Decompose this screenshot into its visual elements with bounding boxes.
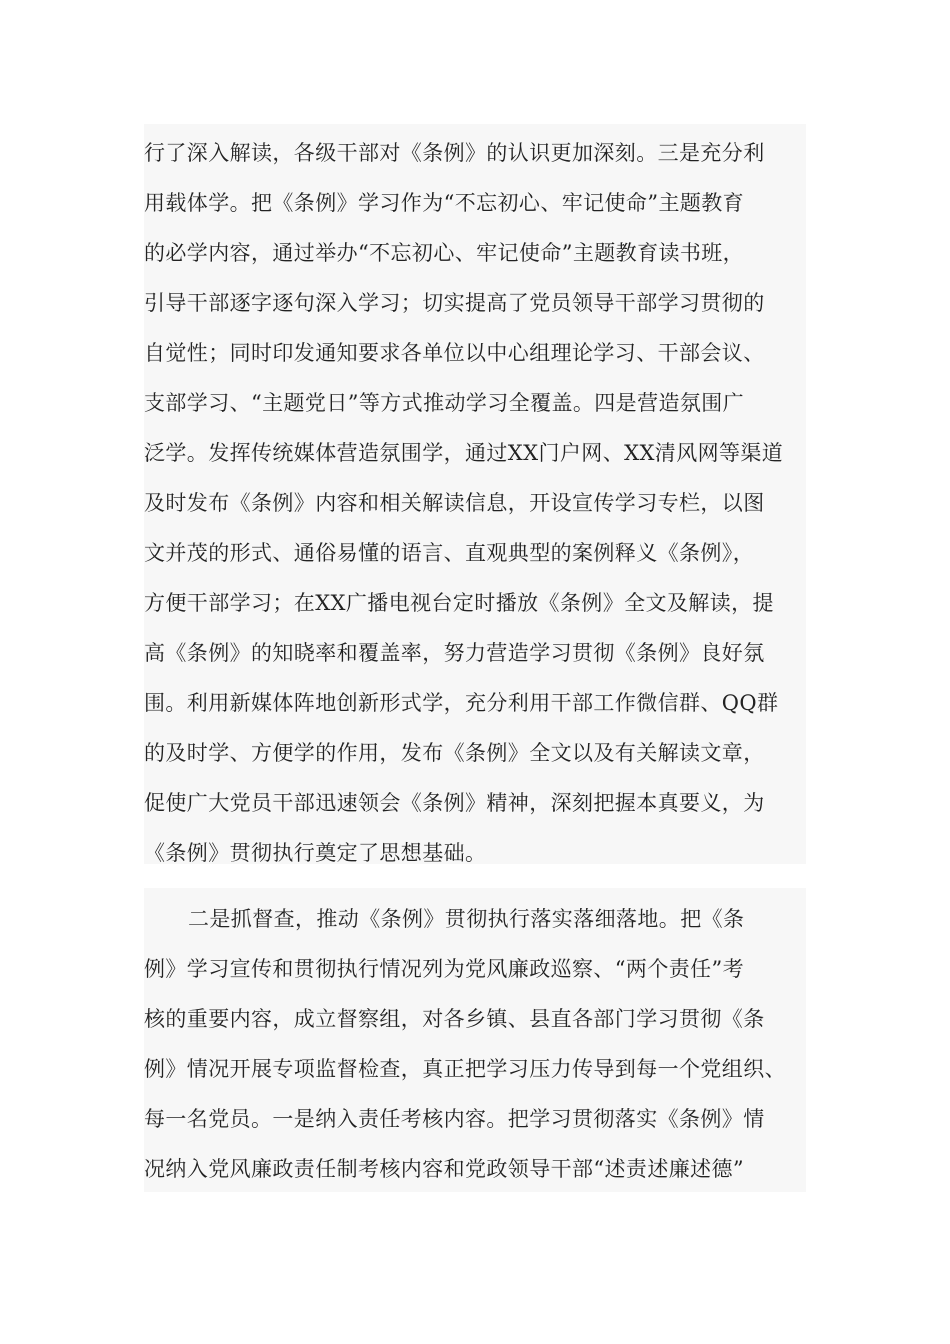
paragraph-2-line-2: 例》学习宣传和贯彻执行情况列为党风廉政巡察、“两个责任”考 [144,957,745,981]
paragraph-1-line-14: 促使广大党员干部迅速领会《条例》精神，深刻把握本真要义，为 [144,791,765,815]
paragraph-1-line-8: 及时发布《条例》内容和相关解读信息，开设宣传学习专栏，以图 [144,491,765,515]
paragraph-1-line-9: 文并茂的形式、通俗易懂的语言、直观典型的案例释义《条例》， [144,541,755,565]
paragraph-1 [144,124,806,864]
paragraph-1-line-1: 行了深入解读，各级干部对《条例》的认识更加深刻。三是充分利 [144,141,765,165]
paragraph-2-line-1: 二是抓督查，推动《条例》贯彻执行落实落细落地。把《条 [188,907,745,931]
paragraph-1-line-12: 围。利用新媒体阵地创新形式学，充分利用干部工作微信群、QQ群 [144,691,779,715]
paragraph-2-line-5: 每一名党员。一是纳入责任考核内容。把学习贯彻落实《条例》情 [144,1107,765,1131]
paragraph-1-line-6: 支部学习、“主题党日”等方式推动学习全覆盖。四是营造氛围广 [144,391,745,415]
paragraph-1-line-4: 引导干部逐字逐句深入学习；切实提高了党员领导干部学习贯彻的 [144,291,765,315]
paragraph-2-line-4: 例》情况开展专项监督检查，真正把学习压力传导到每一个党组织、 [144,1057,786,1081]
paragraph-1-line-5: 自觉性；同时印发通知要求各单位以中心组理论学习、干部会议、 [144,341,765,365]
paragraph-1-line-3: 的必学内容，通过举办“不忘初心、牢记使命”主题教育读书班， [144,241,745,265]
paragraph-1-line-11: 高《条例》的知晓率和覆盖率，努力营造学习贯彻《条例》良好氛 [144,641,765,665]
paragraph-2 [144,888,806,1192]
paragraph-1-line-15: 《条例》贯彻执行奠定了思想基础。 [144,841,487,865]
paragraph-1-line-10: 方便干部学习；在XX广播电视台定时播放《条例》全文及解读，提 [144,591,774,615]
paragraph-1-line-2: 用载体学。把《条例》学习作为“不忘初心、牢记使命”主题教育 [144,191,745,215]
paragraph-2-line-6: 况纳入党风廉政责任制考核内容和党政领导干部“述责述廉述德” [144,1157,745,1181]
paragraph-1-line-13: 的及时学、方便学的作用，发布《条例》全文以及有关解读文章， [144,741,765,765]
paragraph-1-line-7: 泛学。发挥传统媒体营造氛围学，通过XX门户网、XX清风网等渠道 [144,441,784,465]
paragraph-2-line-3: 核的重要内容，成立督察组，对各乡镇、县直各部门学习贯彻《条 [144,1007,765,1031]
